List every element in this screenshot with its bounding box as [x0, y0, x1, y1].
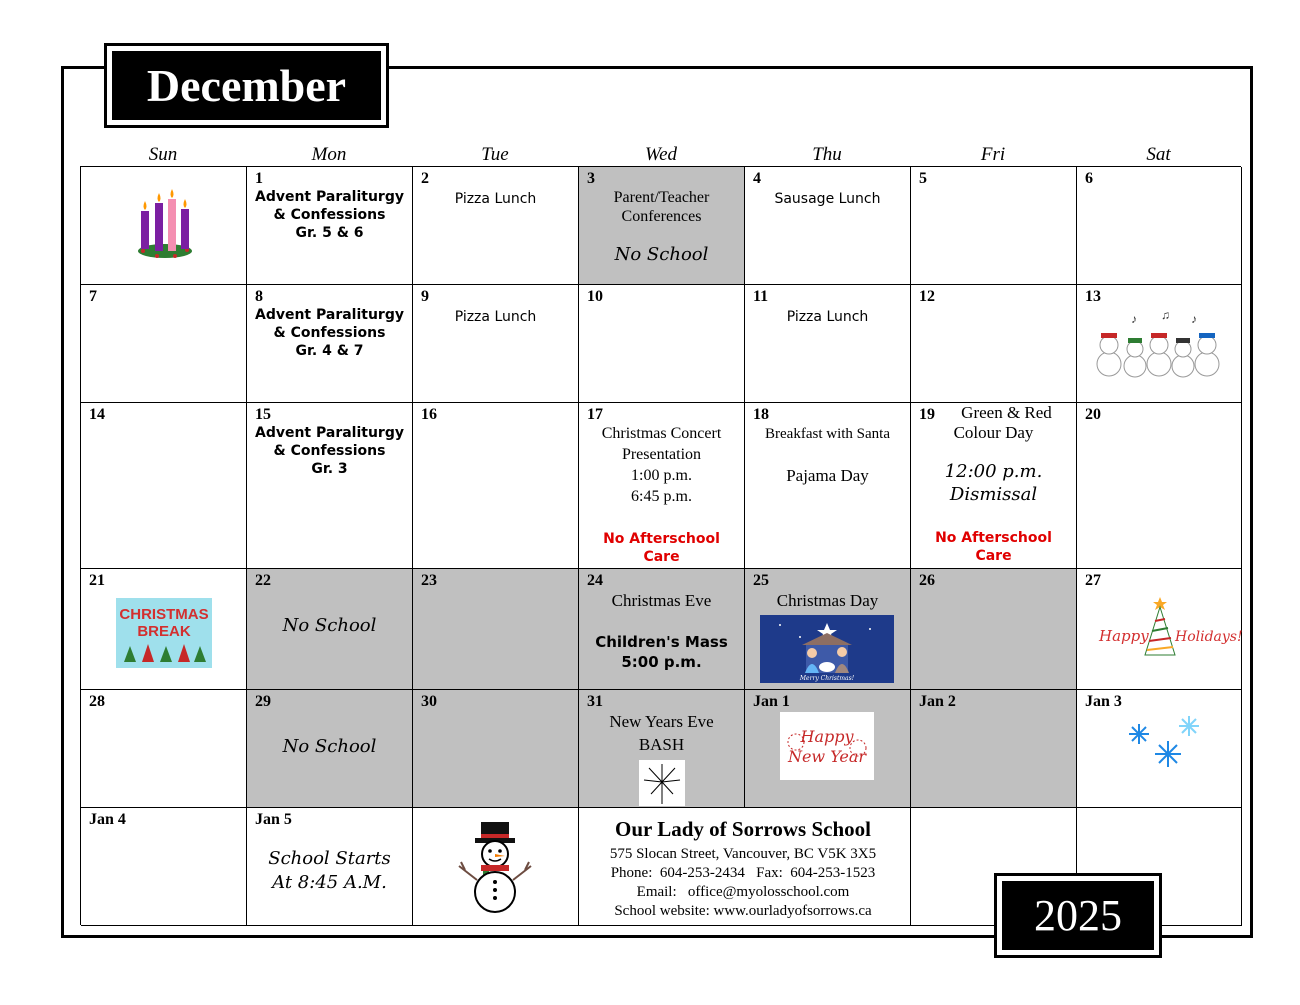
day-cell — [81, 285, 247, 403]
image-label: CHRISTMAS — [119, 606, 209, 623]
event-text: Christmas Eve — [611, 591, 712, 610]
day-cell — [413, 167, 579, 285]
school-info — [578, 817, 908, 921]
day-number: Jan 5 — [255, 811, 292, 828]
day-number: 1 — [255, 170, 263, 187]
day-cell — [247, 569, 413, 690]
event-text: New Years Eve — [609, 712, 714, 731]
day-cell — [413, 569, 579, 690]
day-cell — [247, 690, 413, 808]
christmas-break-image — [116, 598, 212, 668]
day-number: 23 — [421, 572, 437, 589]
day-number: 17 — [587, 406, 603, 423]
day-cell — [579, 569, 745, 690]
day-number: 28 — [89, 693, 105, 710]
day-number: 21 — [89, 572, 105, 589]
calendar-grid — [80, 166, 1241, 925]
day-cell — [1077, 167, 1242, 285]
day-cell — [1077, 403, 1242, 569]
day-cell — [247, 285, 413, 403]
day-number: 11 — [753, 288, 769, 305]
day-cell — [745, 403, 911, 569]
school-address: 575 Slocan Street, Vancouver, BC V5K 3X5 — [609, 846, 877, 862]
month-title: December — [112, 51, 381, 120]
school-name: Our Lady of Sorrows School — [615, 817, 871, 841]
dow-thu: Thu — [812, 144, 842, 165]
event-text: 5:00 p.m. — [621, 653, 702, 671]
school-website: School website: www.ourladyofsorrows.ca — [614, 903, 872, 919]
event-text: Christmas Day — [776, 591, 879, 610]
dismissal-note: Dismissal — [949, 484, 1038, 505]
dow-mon: Mon — [311, 144, 347, 165]
no-school-note: No School — [282, 615, 377, 636]
no-school-note: No School — [614, 244, 709, 265]
day-cell — [247, 167, 413, 285]
day-number: 14 — [89, 406, 105, 423]
day-cell — [1077, 285, 1242, 403]
dow-sun: Sun — [148, 144, 178, 165]
no-afterschool-note: Care — [975, 548, 1012, 564]
day-cell — [81, 569, 247, 690]
day-number: 5 — [919, 170, 927, 187]
no-school-note: No School — [282, 736, 377, 757]
day-number: 4 — [753, 170, 761, 187]
day-number: 20 — [1085, 406, 1101, 423]
event-text: Gr. 4 & 7 — [295, 343, 364, 359]
day-number: 31 — [587, 693, 603, 710]
day-cell — [1077, 569, 1242, 690]
day-number: 19 — [919, 406, 935, 423]
event-text: Pajama Day — [786, 466, 869, 485]
dismissal-note: 12:00 p.m. — [944, 461, 1043, 482]
event-text: Green & Red — [961, 403, 1052, 422]
event-text: Conferences — [621, 208, 702, 225]
day-number: 29 — [255, 693, 271, 710]
image-label: Happy — [800, 727, 854, 746]
day-number: 24 — [587, 572, 603, 589]
day-cell — [413, 285, 579, 403]
day-cell — [745, 569, 911, 690]
day-number: 9 — [421, 288, 429, 305]
event-text: 6:45 p.m. — [631, 488, 692, 505]
event-text: Gr. 5 & 6 — [295, 225, 364, 241]
no-afterschool-note: Care — [643, 549, 680, 565]
event-text: & Confessions — [273, 325, 386, 341]
day-cell — [579, 403, 745, 569]
event-text: Advent Paraliturgy — [254, 189, 404, 205]
day-cell — [413, 808, 579, 926]
dow-wed: Wed — [644, 144, 678, 165]
svg-text:♪: ♪ — [1191, 312, 1197, 326]
day-number: 26 — [919, 572, 935, 589]
day-cell — [911, 285, 1077, 403]
day-number: Jan 1 — [753, 693, 790, 710]
day-cell — [81, 167, 247, 285]
event-text: Pizza Lunch — [454, 309, 537, 325]
day-cell — [745, 690, 911, 808]
image-label: Holidays! — [1175, 629, 1243, 645]
event-text: & Confessions — [273, 443, 386, 459]
school-email: Email: office@myolosschool.com — [636, 884, 850, 900]
day-number: 3 — [587, 170, 595, 187]
day-number: 13 — [1085, 288, 1101, 305]
day-cell — [579, 167, 745, 285]
event-text: Pizza Lunch — [786, 309, 869, 325]
image-label: New Year — [787, 747, 867, 766]
nativity-image — [760, 615, 894, 683]
no-afterschool-note: No Afterschool — [603, 531, 720, 547]
event-text: & Confessions — [273, 207, 386, 223]
dow-tue: Tue — [481, 144, 509, 165]
day-cell — [579, 285, 745, 403]
image-label: BREAK — [137, 623, 191, 640]
day-cell — [247, 403, 413, 569]
event-text: Gr. 3 — [311, 461, 348, 477]
event-text: Children's Mass — [595, 633, 728, 651]
day-number: 2 — [421, 170, 429, 187]
event-text: Presentation — [621, 446, 702, 463]
day-cell — [911, 690, 1077, 808]
event-text: Colour Day — [953, 423, 1034, 442]
svg-text:♫: ♫ — [1161, 308, 1170, 322]
event-text: Advent Paraliturgy — [254, 425, 404, 441]
school-starts-note: At 8:45 A.M. — [272, 872, 387, 893]
day-number: 12 — [919, 288, 935, 305]
day-cell — [911, 167, 1077, 285]
day-cell — [81, 808, 247, 926]
snowflakes-icon — [1109, 712, 1205, 778]
fireworks-icon — [639, 760, 685, 806]
image-label: Happy — [1099, 627, 1149, 645]
school-starts-note: School Starts — [268, 848, 391, 869]
day-number: Jan 2 — [919, 693, 956, 710]
dow-sat: Sat — [1146, 144, 1171, 165]
day-cell — [81, 690, 247, 808]
event-text: Parent/Teacher — [613, 189, 710, 206]
event-text: 1:00 p.m. — [631, 467, 692, 484]
year-title-box — [994, 873, 1162, 958]
day-number: 22 — [255, 572, 271, 589]
day-cell — [579, 690, 745, 808]
day-cell — [1077, 690, 1242, 808]
day-cell — [911, 403, 1077, 569]
snowman-icon — [453, 820, 537, 916]
event-text: Advent Paraliturgy — [254, 307, 404, 323]
snowmen-choir-icon — [1091, 309, 1225, 379]
day-cell — [745, 285, 911, 403]
day-number: 6 — [1085, 170, 1093, 187]
day-cell — [81, 403, 247, 569]
day-cell — [911, 569, 1077, 690]
no-afterschool-note: No Afterschool — [935, 530, 1052, 546]
month-title-box — [104, 43, 389, 128]
day-cell — [247, 808, 413, 926]
day-number: 27 — [1085, 572, 1101, 589]
day-number: 10 — [587, 288, 603, 305]
image-label: Merry Christmas! — [799, 675, 855, 682]
svg-text:♪: ♪ — [1131, 312, 1137, 326]
day-number: 25 — [753, 572, 769, 589]
event-text: Pizza Lunch — [454, 191, 537, 207]
event-text: Sausage Lunch — [774, 191, 881, 207]
school-phone: Phone: 604-253-2434 Fax: 604-253-1523 — [610, 865, 876, 881]
day-cell — [413, 403, 579, 569]
day-number: 16 — [421, 406, 437, 423]
dow-fri: Fri — [980, 144, 1006, 165]
day-number: Jan 4 — [89, 811, 126, 828]
advent-wreath-icon — [135, 189, 195, 261]
year-title: 2025 — [1002, 881, 1154, 950]
day-cell — [745, 167, 911, 285]
day-number: 18 — [753, 406, 769, 423]
day-cell — [413, 690, 579, 808]
event-text: BASH — [638, 735, 685, 754]
happy-holidays-image — [1095, 593, 1243, 659]
happy-new-year-image — [780, 712, 874, 780]
day-number: 15 — [255, 406, 271, 423]
day-number: 30 — [421, 693, 437, 710]
event-text: Christmas Concert — [601, 425, 722, 442]
day-number: 7 — [89, 288, 97, 305]
event-text: Breakfast with Santa — [765, 426, 890, 442]
day-number: 8 — [255, 288, 263, 305]
day-number: Jan 3 — [1085, 693, 1122, 710]
